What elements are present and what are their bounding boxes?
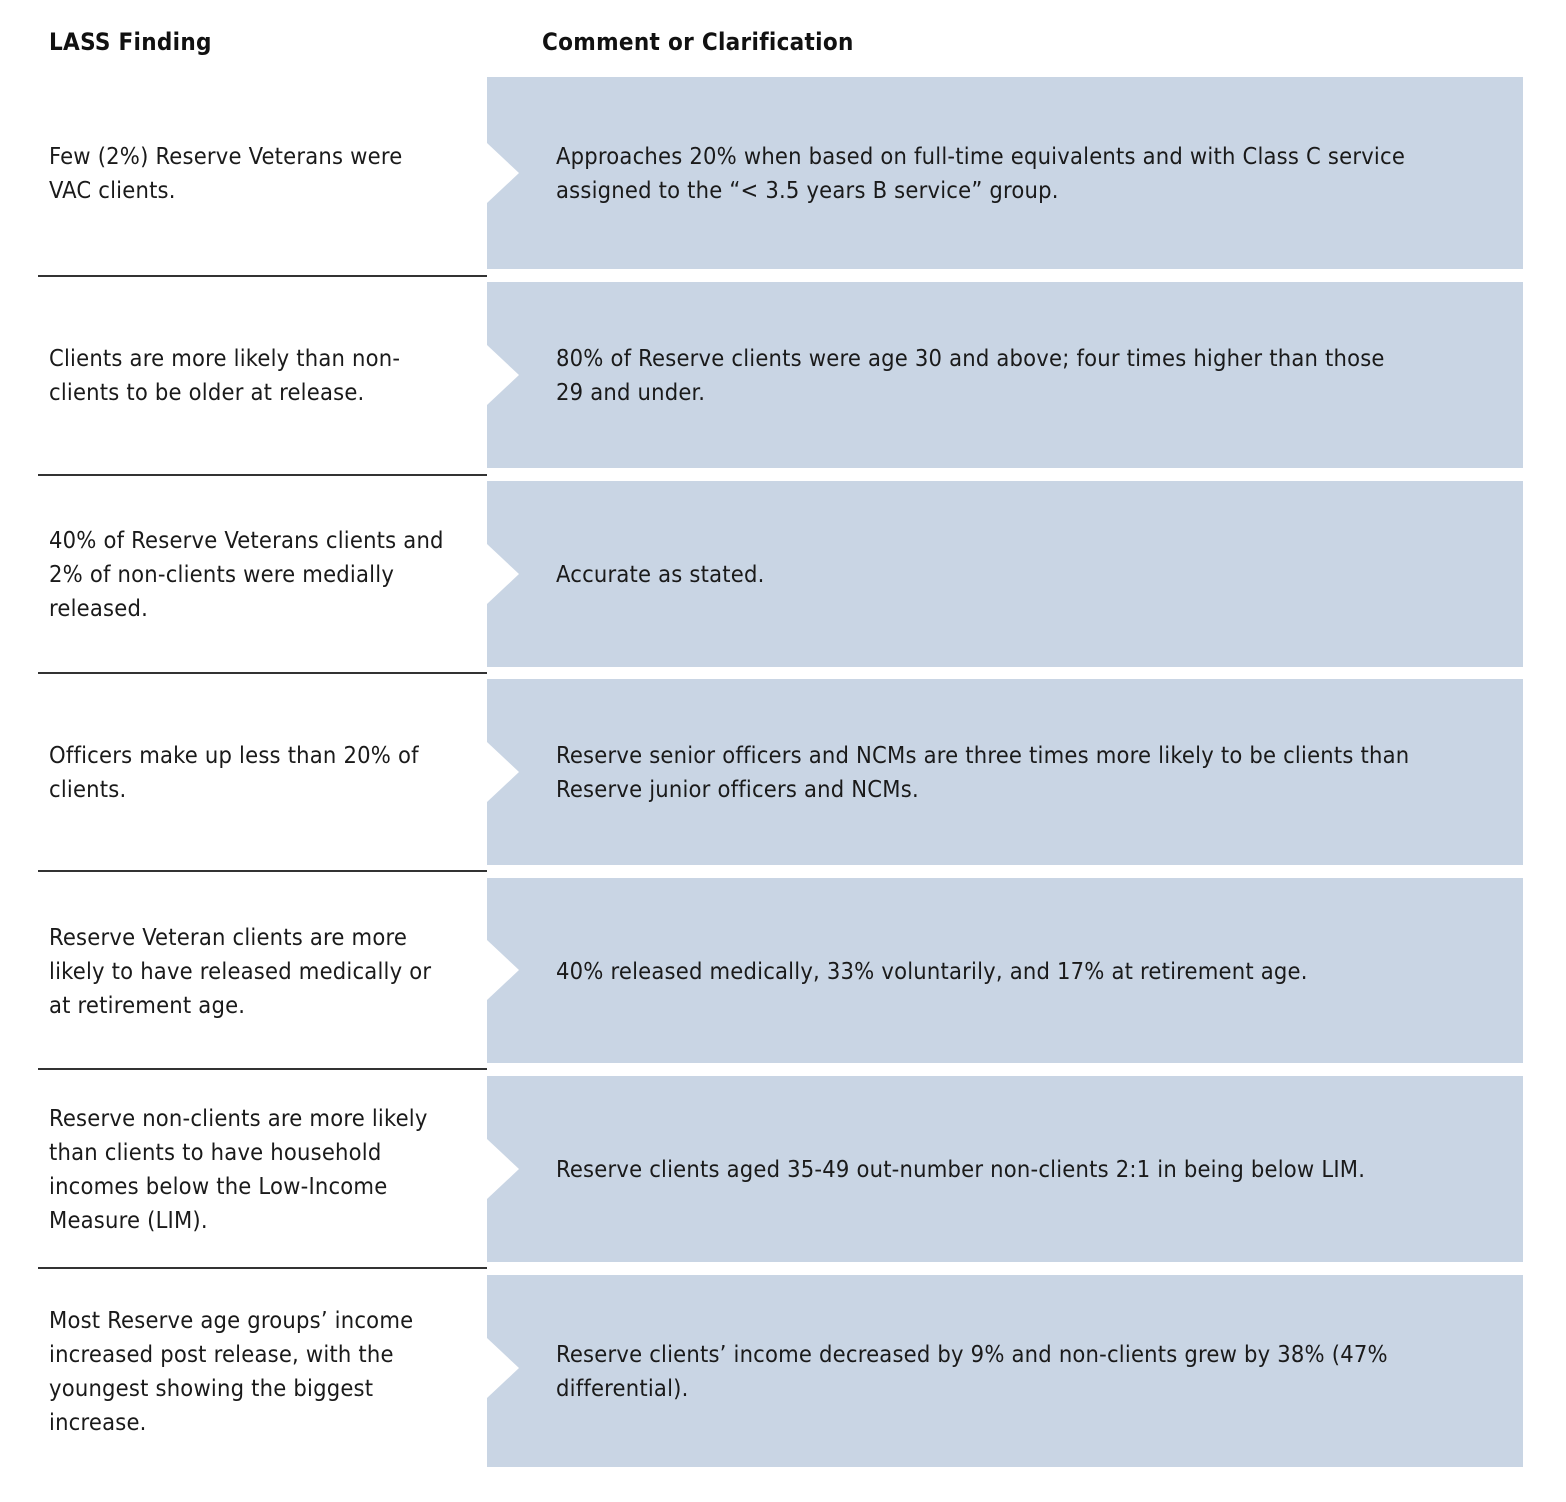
finding-text: 40% of Reserve Veterans clients and 2% of non-clients were medially released. bbox=[49, 526, 444, 622]
finding-text: Clients are more likely than non-clients to be older at release. bbox=[49, 344, 401, 406]
table-row bbox=[38, 1076, 1523, 1262]
column-header-comment: Comment or Clarification bbox=[542, 28, 854, 56]
row-divider bbox=[38, 1068, 487, 1070]
finding-cell bbox=[38, 77, 487, 269]
finding-cell bbox=[38, 481, 487, 667]
arrow-notch bbox=[487, 1139, 519, 1199]
table-row bbox=[38, 679, 1523, 865]
table-row bbox=[38, 481, 1523, 667]
finding-text: Officers make up less than 20% of clients. bbox=[49, 741, 419, 803]
arrow-notch bbox=[487, 742, 519, 802]
comment-text: Reserve clients aged 35-49 out-number non-clients 2:1 in being below LIM. bbox=[556, 1155, 1366, 1183]
comment-cell bbox=[487, 282, 1523, 468]
column-header-finding: LASS Finding bbox=[49, 28, 212, 56]
finding-text: Most Reserve age groups’ income increased post release, with the youngest showing the biggest increase. bbox=[49, 1306, 414, 1436]
comment-text: Reserve clients’ income decreased by 9% and non-clients grew by 38% (47% differential). bbox=[556, 1340, 1388, 1402]
table-row bbox=[38, 282, 1523, 468]
finding-cell bbox=[38, 878, 487, 1063]
table-row bbox=[38, 1275, 1523, 1467]
comment-text: 40% released medically, 33% voluntarily, and 17% at retirement age. bbox=[556, 956, 1308, 985]
table-row bbox=[38, 77, 1523, 269]
comment-cell bbox=[487, 77, 1523, 269]
row-divider bbox=[38, 672, 487, 674]
finding-cell bbox=[38, 1076, 487, 1262]
finding-cell bbox=[38, 282, 487, 468]
comment-text: Accurate as stated. bbox=[556, 560, 765, 588]
finding-text: Few (2%) Reserve Veterans were VAC clients. bbox=[49, 142, 403, 204]
finding-text: Reserve non-clients are more likely than clients to have household incomes below the Low-Income Measure (LIM). bbox=[49, 1104, 428, 1234]
comment-cell bbox=[487, 1076, 1523, 1262]
comment-cell bbox=[487, 679, 1523, 865]
row-divider bbox=[38, 870, 487, 872]
finding-cell bbox=[38, 1275, 487, 1467]
finding-cell bbox=[38, 679, 487, 865]
arrow-notch bbox=[487, 544, 519, 604]
arrow-notch bbox=[487, 1338, 519, 1398]
comment-text: Reserve senior officers and NCMs are three times more likely to be clients than Reserve junior officers and NCMs. bbox=[556, 741, 1410, 803]
comment-text: 80% of Reserve clients were age 30 and above; four times higher than those 29 and under. bbox=[556, 344, 1385, 406]
finding-text: Reserve Veteran clients are more likely to have released medically or at retirement age. bbox=[49, 922, 432, 1019]
arrow-notch bbox=[487, 345, 519, 405]
arrow-notch bbox=[487, 940, 519, 1000]
row-divider bbox=[38, 275, 487, 277]
comment-text: Approaches 20% when based on full-time equivalents and with Class C service assigned to the “< 3.5 years B service” group. bbox=[556, 142, 1406, 204]
comment-cell bbox=[487, 878, 1523, 1063]
comment-cell bbox=[487, 481, 1523, 667]
row-divider bbox=[38, 474, 487, 476]
comment-cell bbox=[487, 1275, 1523, 1467]
arrow-notch bbox=[487, 143, 519, 203]
table-row bbox=[38, 878, 1523, 1063]
row-divider bbox=[38, 1267, 487, 1269]
